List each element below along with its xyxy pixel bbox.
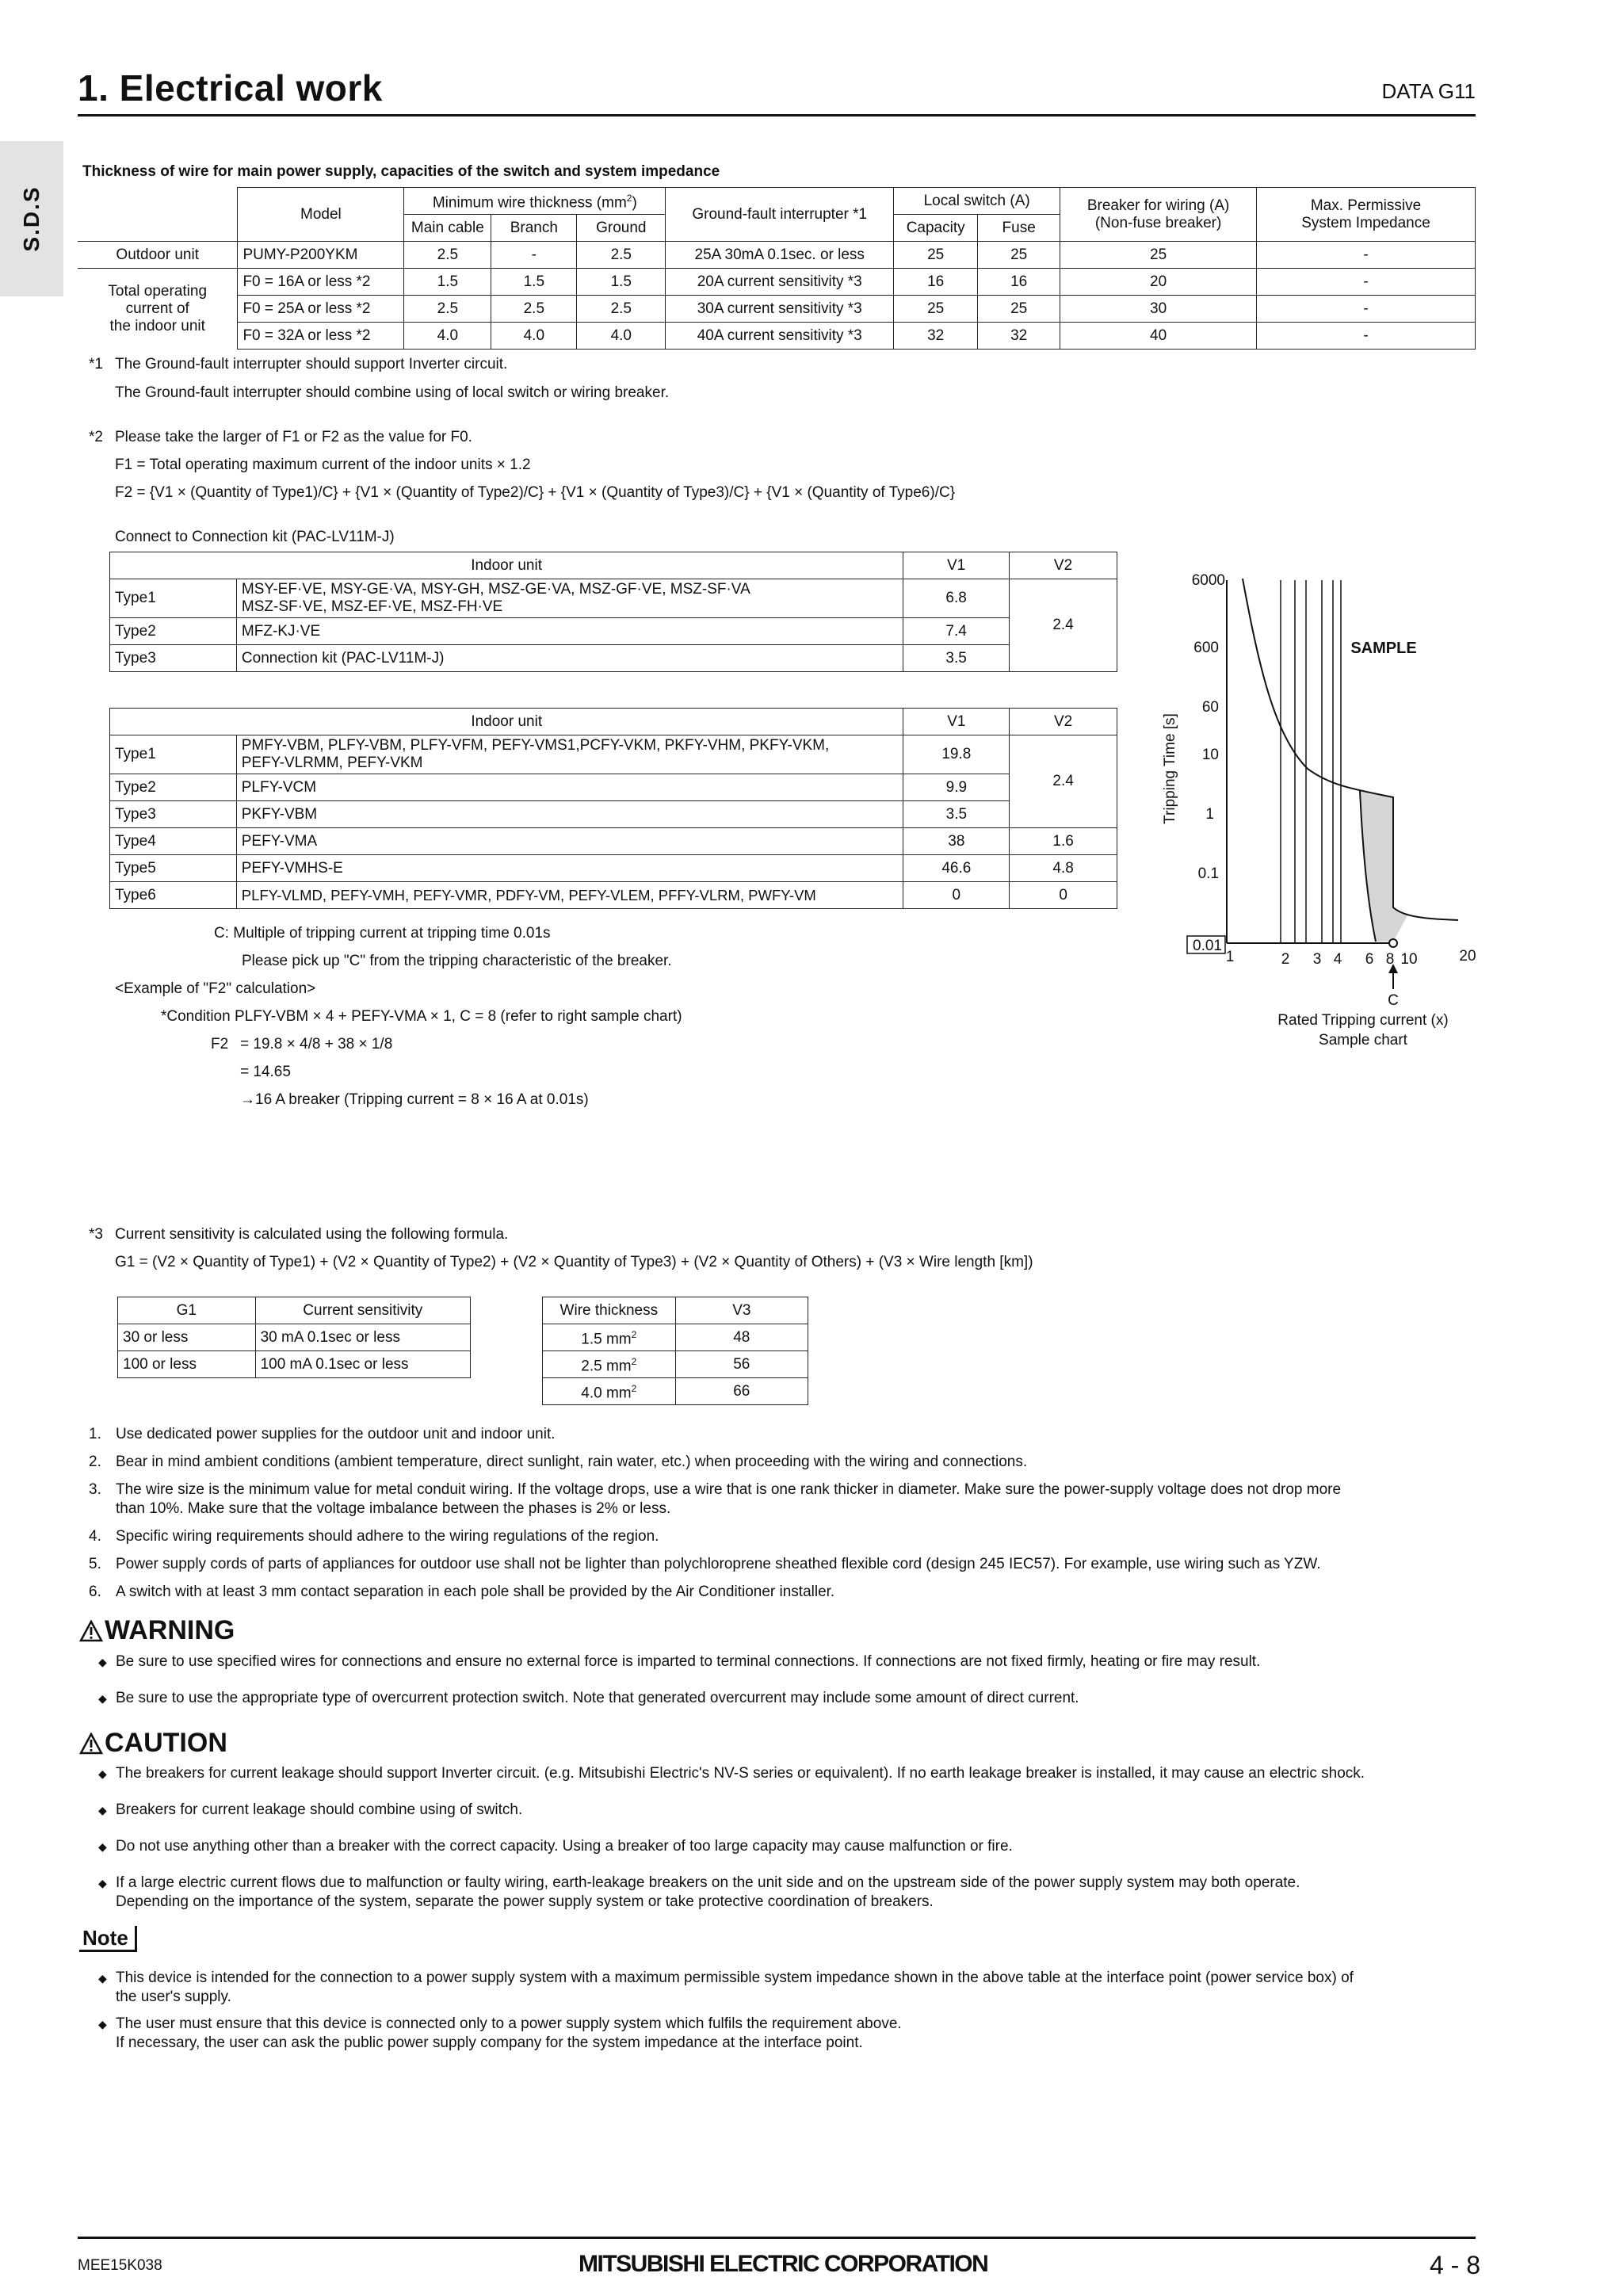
c-definition: C: Multiple of tripping current at tripping time 0.01s — [214, 925, 551, 942]
f2-step3: →16 A breaker (Tripping current = 8 × 16 A at 0.01s) — [240, 1091, 589, 1108]
data-code: DATA G11 — [1381, 79, 1476, 103]
list-item: 2. Bear in mind ambient conditions (ambient temperature, direct sunlight, rain water, etc.) when proceeding with the wiring and connections. — [89, 1454, 1028, 1470]
note-header — [79, 1926, 137, 1952]
diamond-bullet-icon: ◆ — [98, 1656, 107, 1668]
note2-line3: F2 = {V1 × (Quantity of Type1)/C} + {V1 × (Quantity of Type2)/C} + {V1 × (Quantity of Type3)/C} + {V1 × (Quantity of Type6)/C} — [115, 484, 956, 501]
table-row: 2.5 $mm^2$ 56 — [543, 1351, 808, 1378]
footer-rule — [78, 2237, 1476, 2239]
x-tick-4: 4 — [1333, 951, 1342, 968]
warning-item: ◆ Be sure to use the appropriate type of overcurrent protection switch. Note that generated overcurrent may include some amount of direct current. — [98, 1690, 1079, 1706]
table-row: Type6 PLFY-VLMD, PEFY-VMH, PEFY-VMR, PDFY-VM, PEFY-VLEM, PFFY-VLRM, PWFY-VM 0 0 — [110, 882, 1117, 909]
y-tick-0.1: 0.1 — [1197, 865, 1219, 882]
caution-title: CAUTION — [105, 1728, 227, 1758]
warning-icon — [79, 1620, 103, 1642]
table-row: 30 or less 30 mA 0.1sec or less — [118, 1324, 471, 1351]
connect-text: Connect to Connection kit (PAC-LV11M-J) — [115, 529, 395, 545]
x-tick-1: 1 — [1225, 949, 1235, 965]
sample-label: SAMPLE — [1350, 640, 1417, 657]
diamond-bullet-icon: ◆ — [98, 2018, 107, 2030]
y-tick-1: 1 — [1205, 806, 1214, 823]
note-item: ◆ The user must ensure that this device is connected only to a power supply system which fulfils the requirement above. If necessary, the user can ask the public power supply company for the system impedance at the interface point. — [98, 2015, 902, 2051]
y-tick-6000: 6000 — [1191, 572, 1225, 589]
upper-curve — [1243, 579, 1458, 920]
hdr-model: Model — [238, 188, 404, 242]
x-tick-10: 10 — [1400, 951, 1418, 968]
f2-step1: = 19.8 × 4/8 + 38 × 1/8 — [240, 1036, 393, 1052]
tripping-chart — [1141, 555, 1490, 1062]
c-marker — [1389, 939, 1397, 947]
note3-line2: G1 = (V2 × Quantity of Type1) + (V2 × Quantity of Type2) + (V2 × Quantity of Type3) + (V2 × Quantity of Others) + (V3 × Wire length [km]) — [115, 1254, 1033, 1270]
caution-icon — [79, 1733, 103, 1755]
y-tick-60: 60 — [1201, 699, 1219, 716]
table-row: F0 = 32A or less *2 4.0 4.0 4.0 40A current sensitivity *3 32 32 40 - — [78, 323, 1476, 350]
company-name: MITSUBISHI ELECTRIC CORPORATION — [579, 2251, 988, 2277]
table-row: Type3 Connection kit (PAC-LV11M-J) 3.5 — [110, 645, 1117, 672]
side-tab-label: S.D.S — [19, 185, 44, 252]
c-label: C — [1388, 992, 1399, 1009]
x-tick-2: 2 — [1281, 951, 1290, 968]
indoor-table-b: Indoor unit V1 V2 Type1 PMFY-VBM, PLFY-VBM, PLFY-VFM, PEFY-VMS1,PCFY-VKM, PKFY-VHM, PKFY-VKM, PEFY-VLRMM, PEFY-VKM 19.8 2.4 Type2 PLFY-VCM 9.9 Type3 PKFY-VBM 3.5 Type4 PEFY-VMA 38 1.6 Type5 PEFY-VMHS-E 46.6 4.8 Type6 PLFY-VLMD, PEFY-VMH, PEFY-VMR, PDFY-VM, PEFY-VLEM, PFFY-VLRM, PWFY-VM 0 0 — [109, 708, 1117, 909]
hdr-fuse: Fuse — [978, 215, 1060, 242]
requirements-list — [89, 1425, 1476, 1602]
note2-line1: Please take the larger of F1 or F2 as the value for F0. — [115, 429, 472, 445]
y-tick-0.01: 0.01 — [1193, 938, 1222, 954]
diamond-bullet-icon: ◆ — [98, 1804, 107, 1817]
table-row: Type4 PEFY-VMA 38 1.6 — [110, 828, 1117, 855]
hdr-local-switch: Local switch (A) — [894, 188, 1060, 215]
diamond-bullet-icon: ◆ — [98, 1877, 107, 1889]
indoor-table-a: Indoor unit V1 V2 Type1 MSY-EF·VE, MSY-GE·VA, MSY-GH, MSZ-GE·VA, MSZ-GF·VE, MSZ-SF·VA MSZ-SF·VE, MSZ-EF·VE, MSZ-FH·VE 6.8 2.4 Type2 MFZ-KJ·VE 7.4 Type3 Connection kit (PAC-LV11M-J) 3.5 — [109, 552, 1117, 672]
c-pickup: Please pick up "C" from the tripping characteristic of the breaker. — [242, 953, 672, 969]
x-tick-20: 20 — [1459, 948, 1476, 965]
hdr-gfi: Ground-fault interrupter *1 — [666, 188, 894, 242]
table-row: 1.5 $mm^2$ 48 — [543, 1324, 808, 1351]
list-item: 5. Power supply cords of parts of appliances for outdoor use shall not be lighter than polychloroprene sheathed flexible cord (design 245 IEC57). For example, use wiring such as YZW. — [89, 1556, 1321, 1572]
note-title: Note — [79, 1926, 137, 1952]
page-number: 4 - 8 — [1429, 2251, 1480, 2279]
page-title: 1. Electrical work — [78, 67, 383, 109]
note1-line1: The Ground-fault interrupter should support Inverter circuit. — [115, 356, 508, 372]
note2-line2: F1 = Total operating maximum current of the indoor units × 1.2 — [115, 457, 531, 473]
table-row: Type2 PLFY-VCM 9.9 — [110, 774, 1117, 801]
total-operating-label: Total operating current of the indoor unit — [78, 269, 238, 350]
condition-text: *Condition PLFY-VBM × 4 + PEFY-VMA × 1, C = 8 (refer to right sample chart) — [161, 1008, 682, 1025]
table-row: Type2 MFZ-KJ·VE 7.4 — [110, 618, 1117, 645]
caution-header — [79, 1728, 227, 1759]
table-row: F0 = 25A or less *2 2.5 2.5 2.5 30A current sensitivity *3 25 25 30 - — [78, 296, 1476, 323]
list-item: 1. Use dedicated power supplies for the outdoor unit and indoor unit. — [89, 1426, 556, 1442]
list-item: 3. The wire size is the minimum value for metal conduit wiring. If the voltage drops, use a wire that is one rank thicker in diameter. Make sure the power-supply voltage does not drop more than 10%. Make sure that the voltage imbalance between the phases is 2% or less. — [89, 1481, 1342, 1517]
diamond-bullet-icon: ◆ — [98, 1767, 107, 1780]
x-tick-8: 8 — [1385, 951, 1395, 968]
note1-mark: *1 — [89, 356, 103, 372]
note-item: ◆ This device is intended for the connection to a power supply system with a maximum permissible system impedance shown in the above table at the interface point (power service box) of the user's supply. — [98, 1969, 1354, 2005]
doc-code: MEE15K038 — [78, 2257, 162, 2274]
hdr-ground: Ground — [577, 215, 666, 242]
tripping-band — [1360, 791, 1407, 942]
chart-gridlines — [1281, 580, 1341, 943]
warning-item: ◆ Be sure to use specified wires for connections and ensure no external force is imparted to terminal connections. If connections are not fixed firmly, heating or fire may result. — [98, 1653, 1261, 1670]
note3-line1: Current sensitivity is calculated using the following formula. — [115, 1226, 509, 1243]
f2-step2: = 14.65 — [240, 1064, 291, 1080]
table-row: 4.0 $mm^2$ 66 — [543, 1378, 808, 1405]
diamond-bullet-icon: ◆ — [98, 1972, 107, 1985]
g1-table: G1 Current sensitivity 30 or less 30 mA 0.1sec or less 100 or less 100 mA 0.1sec or less — [117, 1297, 471, 1378]
hdr-impedance: Max. Permissive System Impedance — [1257, 188, 1476, 242]
table-row: Total operating current of the indoor unit F0 = 16A or less *2 1.5 1.5 1.5 20A current sensitivity *3 16 16 20 - — [78, 269, 1476, 296]
table-row: 100 or less 100 mA 0.1sec or less — [118, 1351, 471, 1378]
diamond-bullet-icon: ◆ — [98, 1692, 107, 1705]
y-tick-600: 600 — [1193, 640, 1219, 656]
list-item: 6. A switch with at least 3 mm contact separation in each pole shall be provided by the Air Conditioner installer. — [89, 1584, 835, 1600]
y-tick-10: 10 — [1201, 747, 1219, 763]
chart-caption: Sample chart — [1319, 1032, 1407, 1049]
table-row: Type3 PKFY-VBM 3.5 — [110, 801, 1117, 828]
hdr-branch: Branch — [491, 215, 577, 242]
y-axis-label: Tripping Time [s] — [1162, 713, 1178, 824]
table-row: Type1 PMFY-VBM, PLFY-VBM, PLFY-VFM, PEFY-VMS1,PCFY-VKM, PKFY-VHM, PKFY-VKM, PEFY-VLRMM, PEFY-VKM 19.8 2.4 — [110, 735, 1117, 774]
caution-item: ◆ The breakers for current leakage should support Inverter circuit. (e.g. Mitsubishi Electric's NV-S series or equivalent). If no earth leakage breaker is installed, it may cause an electric shock. — [98, 1765, 1365, 1782]
note1-line2: The Ground-fault interrupter should combine using of local switch or wiring breaker. — [115, 384, 670, 401]
header-rule — [78, 114, 1476, 117]
note3-mark: *3 — [89, 1226, 103, 1243]
hdr-main-cable: Main cable — [404, 215, 491, 242]
x-axis-label: Rated Tripping current (x) — [1277, 1012, 1449, 1029]
x-tick-3: 3 — [1312, 951, 1322, 968]
side-tab — [0, 141, 63, 296]
main-spec-table — [78, 187, 1476, 350]
outdoor-label: Outdoor unit — [78, 242, 238, 269]
caution-item: ◆ Do not use anything other than a breaker with the correct capacity. Using a breaker of too large capacity may cause malfunction or fire. — [98, 1838, 1013, 1855]
hdr-min-wire: Minimum wire thickness $(mm^2)$ — [404, 188, 666, 215]
x-tick-6: 6 — [1365, 951, 1374, 968]
table-row: Outdoor unit PUMY-P200YKM 2.5 - 2.5 25A 30mA 0.1sec. or less 25 25 25 - — [78, 242, 1476, 269]
hdr-capacity: Capacity — [894, 215, 978, 242]
diamond-bullet-icon: ◆ — [98, 1840, 107, 1853]
section-heading: Thickness of wire for main power supply, capacities of the switch and system impedance — [82, 163, 720, 180]
warning-title: WARNING — [105, 1615, 235, 1645]
table-row: Type5 PEFY-VMHS-E 46.6 4.8 — [110, 855, 1117, 882]
note2-mark: *2 — [89, 429, 103, 445]
list-item: 4. Specific wiring requirements should adhere to the wiring regulations of the region. — [89, 1528, 659, 1545]
example-heading: <Example of "F2" calculation> — [115, 980, 316, 997]
caution-item: ◆ If a large electric current flows due to malfunction or faulty wiring, earth-leakage breakers on the unit side and on the upstream side of the power supply system may both operate. Depending on the importance of the system, separate the power supply system or take protective coordination of breakers. — [98, 1874, 1300, 1910]
hdr-breaker: Breaker for wiring (A) (Non-fuse breaker) — [1060, 188, 1257, 242]
table-row: Type1 MSY-EF·VE, MSY-GE·VA, MSY-GH, MSZ-GE·VA, MSZ-GF·VE, MSZ-SF·VA MSZ-SF·VE, MSZ-EF·VE, MSZ-FH·VE 6.8 2.4 — [110, 579, 1117, 618]
caution-item: ◆ Breakers for current leakage should combine using of switch. — [98, 1801, 523, 1818]
v3-table: Wire thickness V3 1.5 $mm^2$ 48 2.5 $mm^2$ 56 4.0 $mm^2$ 66 — [542, 1297, 808, 1405]
f2-label: F2 — [211, 1036, 229, 1052]
warning-header — [79, 1615, 235, 1646]
